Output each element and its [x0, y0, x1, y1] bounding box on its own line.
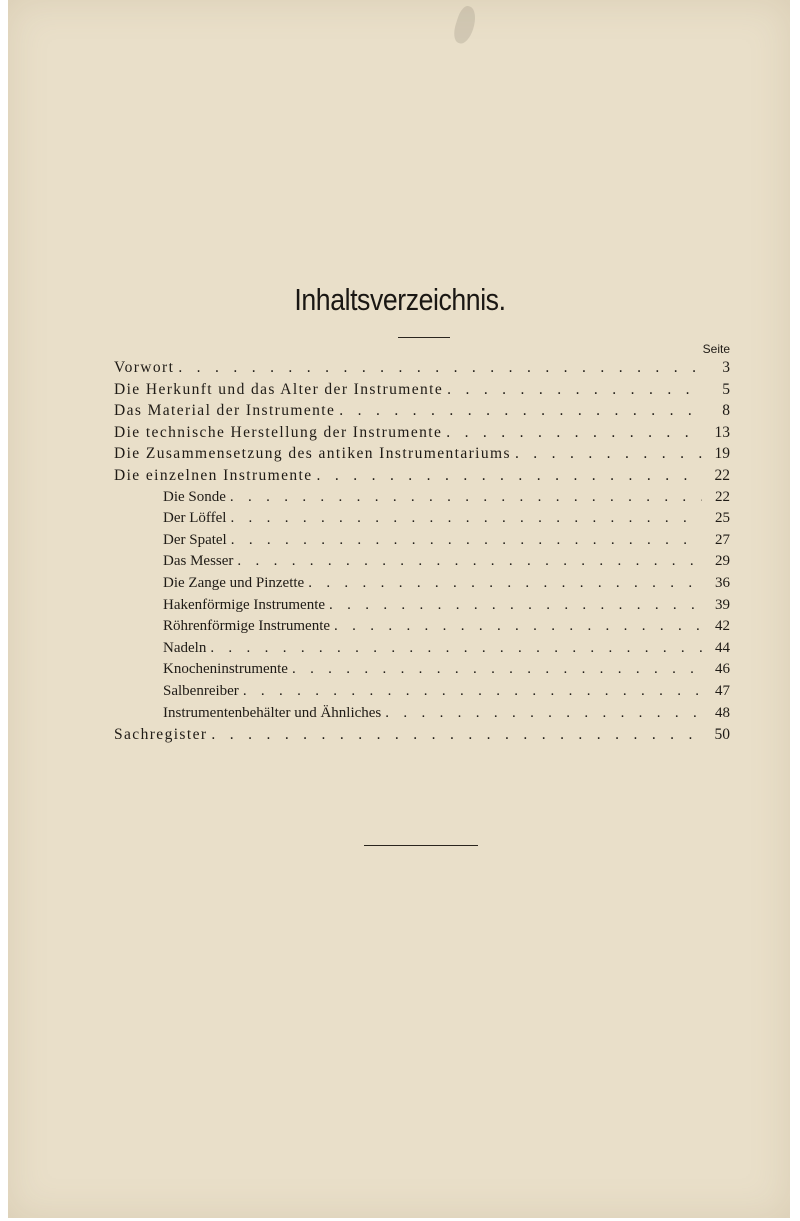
toc-entry-label: Instrumentenbehälter und Ähnliches	[163, 704, 382, 721]
dot-leader	[339, 400, 702, 422]
dot-leader	[385, 703, 702, 725]
toc-entry-label: Röhrenförmige Instrumente	[163, 618, 331, 635]
toc-subentry	[114, 638, 730, 660]
toc-entry-page: 22	[715, 488, 730, 505]
dot-leader	[308, 573, 702, 595]
dot-leader	[447, 379, 702, 401]
toc-entry-page: 42	[715, 618, 730, 635]
toc-subentry	[114, 616, 730, 638]
toc-subentry	[114, 573, 730, 595]
toc-entry-label: Hakenförmige Instrumente	[163, 596, 326, 613]
toc-entry-label: Der Löffel	[163, 510, 227, 527]
dot-leader	[446, 422, 702, 444]
toc-entry-page: 47	[715, 682, 730, 699]
page-column-header: Seite	[702, 342, 730, 356]
toc-entry-label: Salbenreiber	[163, 682, 239, 699]
toc-entry-page: 5	[722, 380, 730, 398]
toc-entry-page: 48	[715, 704, 730, 721]
toc-entry	[114, 443, 730, 465]
toc-entry	[114, 379, 730, 401]
dot-leader	[329, 595, 702, 617]
dot-leader	[210, 638, 702, 660]
paper-stain	[451, 4, 480, 46]
toc-entry-page: 46	[715, 661, 730, 678]
toc-entry-page: 44	[715, 639, 730, 656]
dot-leader	[211, 724, 702, 746]
dot-leader	[243, 681, 702, 703]
toc-entry-page: 50	[714, 726, 730, 744]
table-of-contents	[114, 357, 730, 746]
toc-entry-label: Die technische Herstellung der Instrumente	[114, 423, 443, 441]
toc-entry-page: 25	[715, 510, 730, 527]
toc-entry-label: Die Herkunft und das Alter der Instrumente	[114, 380, 444, 398]
toc-entry-label: Die Zusammensetzung des antiken Instrumentariums	[114, 445, 511, 463]
toc-entry-page: 13	[714, 423, 730, 441]
toc-entry-page: 19	[714, 445, 730, 463]
toc-entry-page: 22	[714, 466, 730, 484]
dot-leader	[178, 357, 702, 379]
toc-entry-label: Knocheninstrumente	[163, 661, 288, 678]
title-divider	[398, 337, 450, 338]
toc-entry	[114, 465, 730, 487]
toc-entry-page: 29	[715, 553, 730, 570]
end-divider	[364, 845, 478, 846]
dot-leader	[231, 530, 702, 552]
dot-leader	[230, 508, 702, 530]
toc-subentry	[114, 595, 730, 617]
toc-entry-page: 8	[722, 402, 730, 420]
toc-entry-label: Die Zange und Pinzette	[163, 574, 305, 591]
toc-subentry	[114, 659, 730, 681]
toc-entry	[114, 400, 730, 422]
toc-subentry	[114, 681, 730, 703]
toc-entry	[114, 422, 730, 444]
toc-entry-page: 36	[715, 574, 730, 591]
toc-entry-page: 3	[722, 359, 730, 376]
dot-leader	[237, 551, 702, 573]
toc-entry-label: Der Spatel	[163, 531, 227, 548]
toc-entry-page: 27	[715, 531, 730, 548]
dot-leader	[515, 443, 702, 465]
dot-leader	[292, 659, 702, 681]
toc-entry-label: Nadeln	[163, 639, 207, 656]
dot-leader	[334, 616, 702, 638]
toc-subentry	[114, 530, 730, 552]
toc-entry-page: 39	[715, 596, 730, 613]
toc-entry-label: Vorwort	[114, 359, 175, 376]
toc-entry-label: Das Messer	[163, 553, 234, 570]
toc-entry	[114, 357, 730, 379]
toc-entry-label: Die Sonde	[163, 488, 226, 505]
toc-subentry	[114, 487, 730, 509]
toc-entry	[114, 724, 730, 746]
toc-entry-label: Die einzelnen Instrumente	[114, 466, 313, 484]
toc-entry-label: Sachregister	[114, 726, 208, 744]
toc-entry-label: Das Material der Instrumente	[114, 402, 336, 420]
page-title: Inhaltsverzeichnis.	[294, 282, 506, 317]
toc-subentry	[114, 703, 730, 725]
toc-subentry	[114, 508, 730, 530]
dot-leader	[317, 465, 702, 487]
dot-leader	[230, 487, 702, 509]
toc-subentry	[114, 551, 730, 573]
